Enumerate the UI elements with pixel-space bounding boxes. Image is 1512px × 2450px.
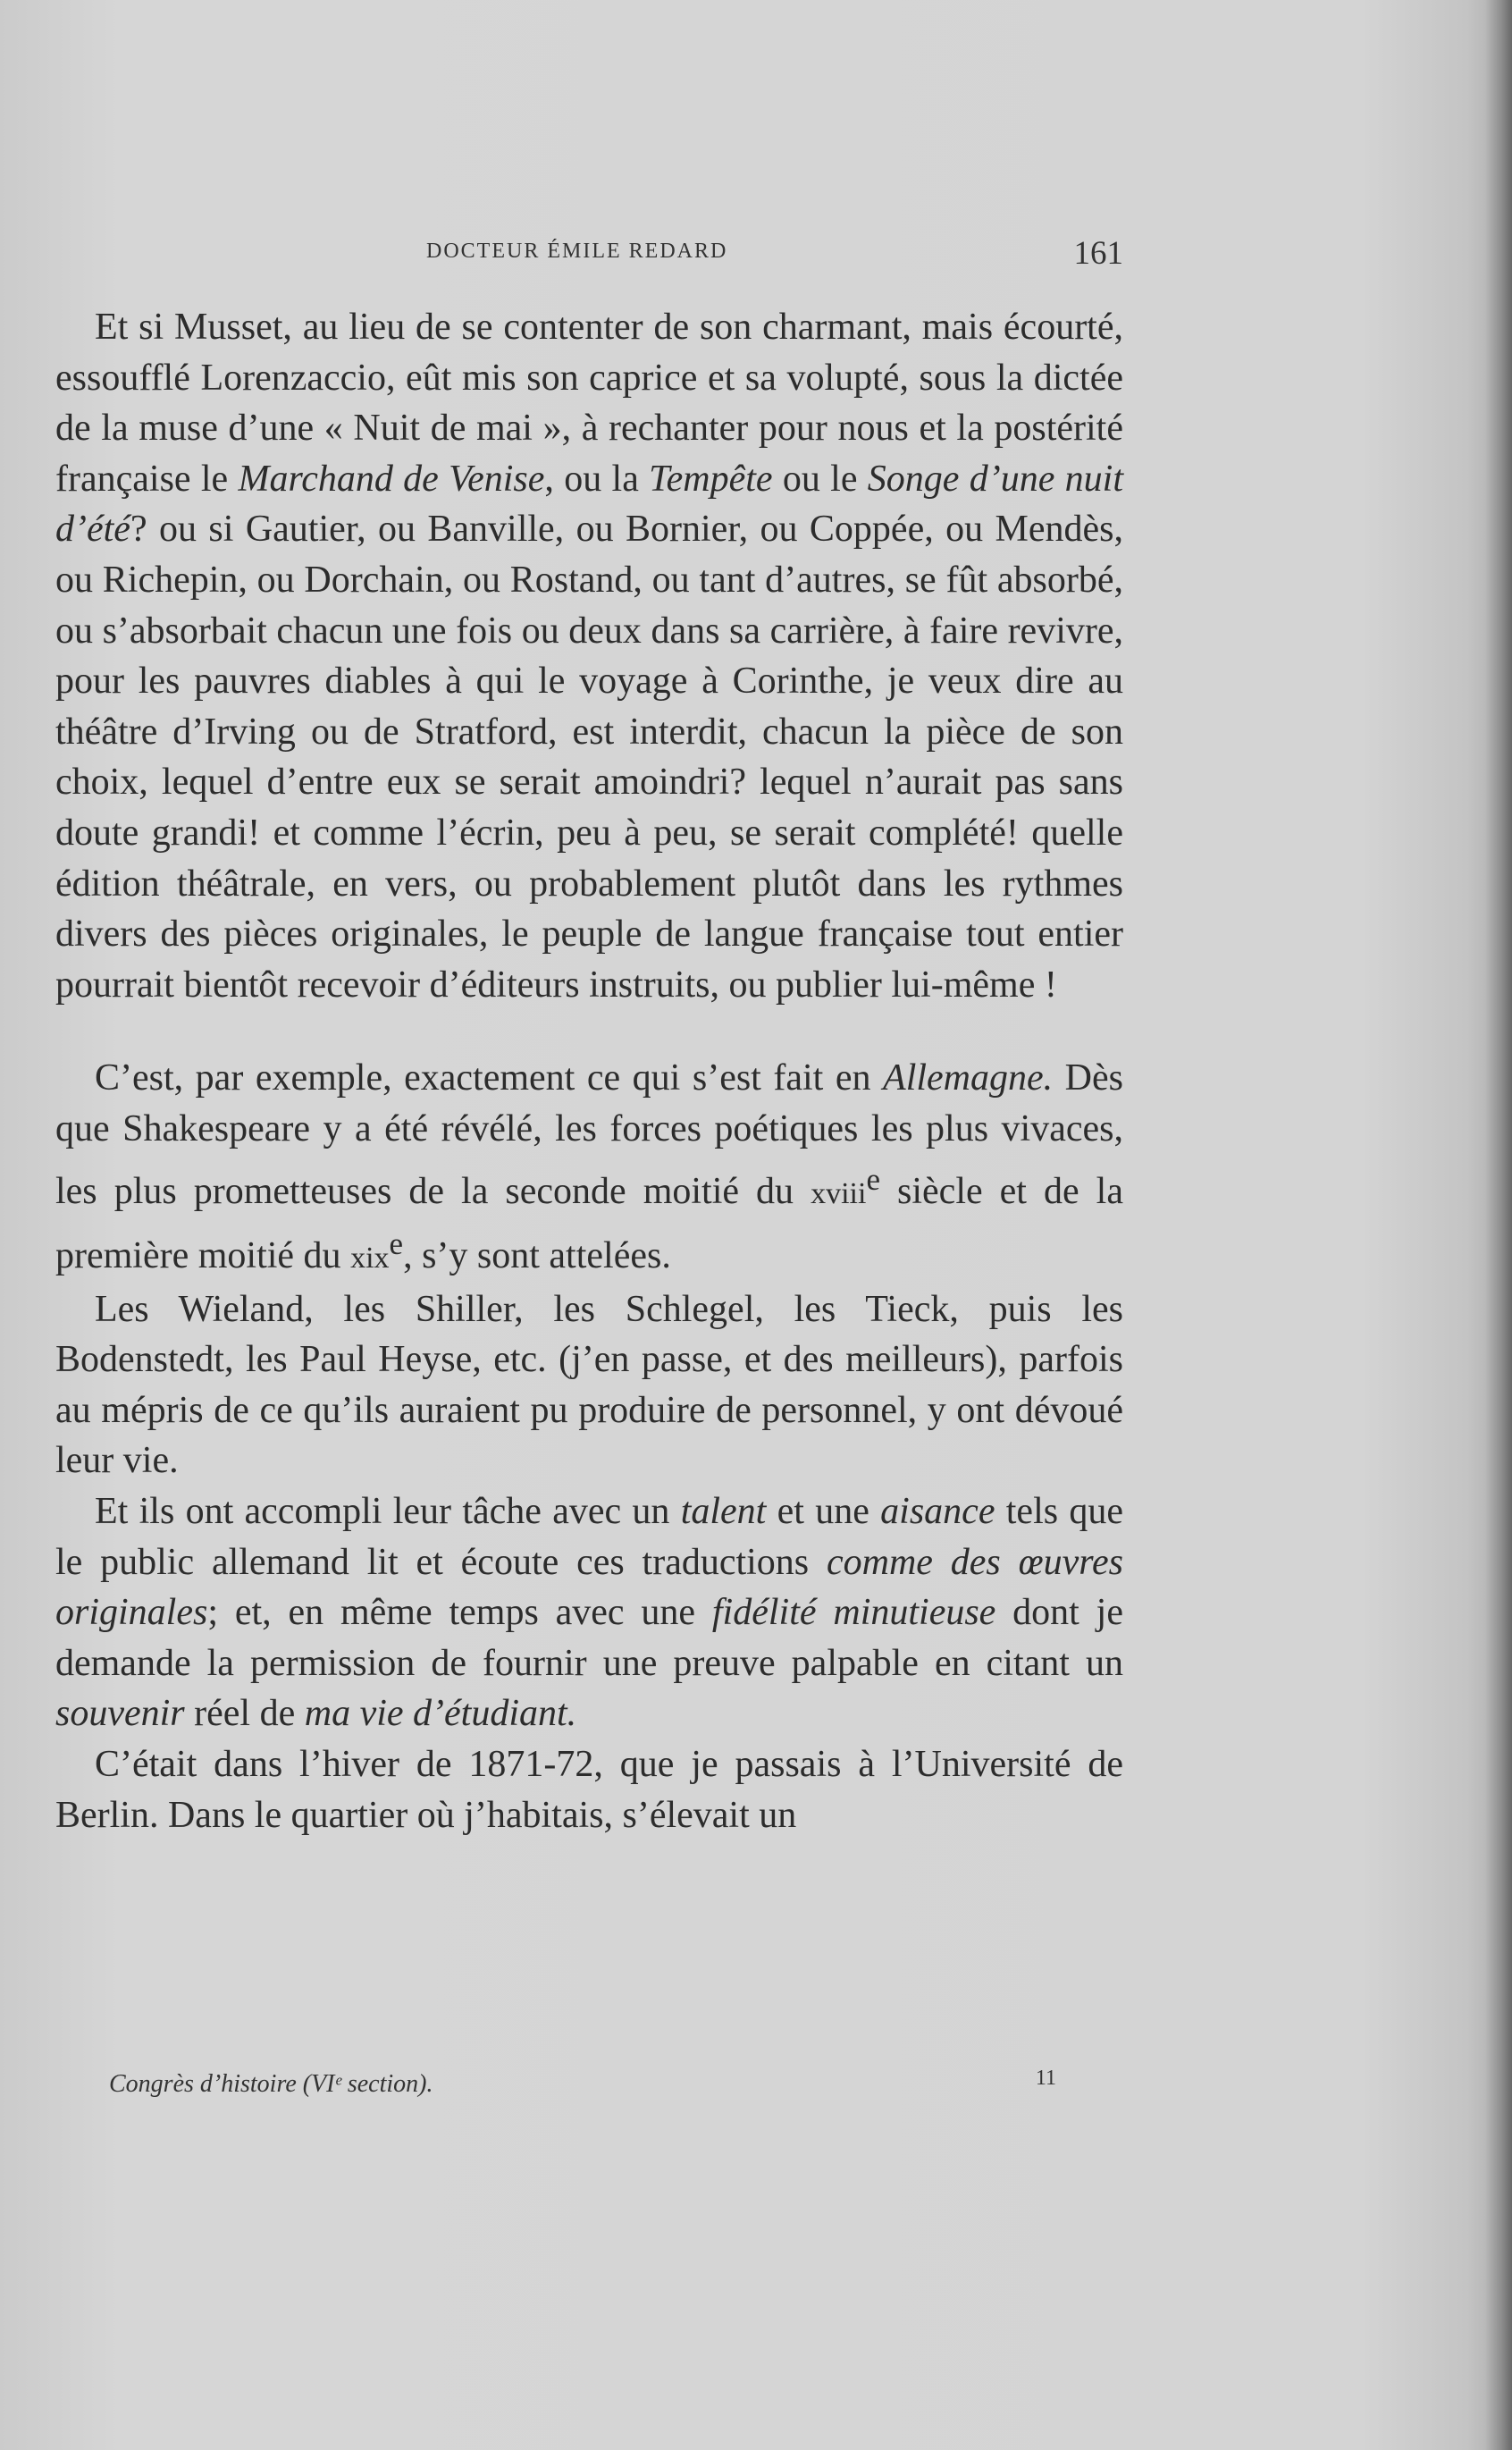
superscript: e <box>866 1161 880 1197</box>
text-run: Dès que Shakespeare y a été révélé, les forces poétiques les plus vivaces, les plus prometteuses de la seconde moitié du <box>55 1057 1123 1212</box>
paragraph-5: C’était dans l’hiver de 1871-72, que je passais à l’Université de Berlin. Dans le quartier où j’habitais, s’élevait un <box>55 1744 1123 1836</box>
superscript: e <box>389 1226 404 1262</box>
italic-text: Allemagne. <box>883 1057 1054 1099</box>
text-run: ? ou si Gautier, ou Banville, ou Bornier, ou Coppée, ou Mendès, ou Richepin, ou Dorchain, ou Rostand, ou tant d’autres, se fût absorbé, ou s’absorbait chacun une fois ou deux dans sa carrière, à faire revivre, pour les pauvres diables à qui le voyage à Corinthe, je veux dire au théâtre d’Irving ou de Stratford, est interdit, chacun la pièce de son choix, lequel d’entre eux se serait amoindri? lequel n’aurait pas sans doute grandi! et comme l’écrin, peu à peu, se serait complété! quelle édition théâtrale, en vers, ou probablement plutôt dans les rythmes divers des pièces originales, le peuple de langue française tout entier pourrait bientôt recevoir d’éditeurs instruits, ou publier lui-même ! <box>55 509 1123 1006</box>
running-head: DOCTEUR ÉMILE REDARD <box>426 240 728 263</box>
text-run: siècle et de la première moitié du <box>55 1170 1123 1277</box>
paragraph-1 <box>55 302 1123 1010</box>
text-run: ; et, en même temps avec une <box>207 1592 712 1634</box>
italic-title: Songe d’une nuit d’été <box>55 458 1124 551</box>
sheet-number: 11 <box>1035 2067 1056 2090</box>
paragraph-2 <box>55 1053 1123 1284</box>
paragraph-3: Les Wieland, les Shiller, les Schlegel, les Tieck, puis les Bodenstedt, les Paul Heyse, etc. (j’en passe, et des meilleurs), parfois au mépris de ce qu’ils auraient pu produire de personnel, y ont dévoué leur vie. <box>55 1288 1123 1482</box>
century-numeral: xviii <box>811 1176 867 1210</box>
century-numeral: xix <box>350 1242 390 1276</box>
text-run: , ou la <box>544 458 650 500</box>
text-run: ou le <box>772 458 868 500</box>
body-text <box>55 302 1123 1840</box>
italic-title: Tempête <box>649 458 773 500</box>
page-number: 161 <box>1073 235 1123 272</box>
italic-text: ma vie d’étudiant. <box>304 1693 577 1735</box>
italic-text: talent <box>680 1491 767 1533</box>
text-run: Et si Musset, au lieu de se contenter de son charmant, mais écourté, essoufflé Lorenzaccio, eût mis son caprice et sa volupté, sous la dictée de la muse d’une « Nuit de mai », à rechanter pour nous et la postérité française le <box>55 307 1123 500</box>
text-run: tels que le public allemand lit et écoute ces traductions <box>55 1491 1124 1583</box>
footer-signature: Congrès d’histoire (VIᵉ section). <box>109 2070 433 2098</box>
italic-text: comme des œuvres originales <box>55 1541 1123 1634</box>
text-run: dont je demande la permission de fournir une preuve palpable en citant un <box>55 1592 1123 1684</box>
page-footer <box>55 2067 1123 2106</box>
text-run: , s’y sont attelées. <box>403 1235 671 1277</box>
italic-text: souvenir <box>55 1693 185 1735</box>
italic-text: aisance <box>880 1491 995 1533</box>
page-edge-shadow <box>1485 0 1512 2450</box>
page-header <box>55 234 1123 275</box>
text-run: Et ils ont accompli leur tâche avec un <box>95 1491 681 1533</box>
italic-title: Marchand de Venise <box>238 458 545 500</box>
text-run: réel de <box>184 1693 305 1735</box>
italic-text: fidélité minutieuse <box>711 1592 996 1634</box>
text-run: et une <box>766 1491 881 1533</box>
text-run: C’est, par exemple, exactement ce qui s’est fait en <box>95 1057 884 1099</box>
paragraph-4 <box>55 1486 1123 1739</box>
